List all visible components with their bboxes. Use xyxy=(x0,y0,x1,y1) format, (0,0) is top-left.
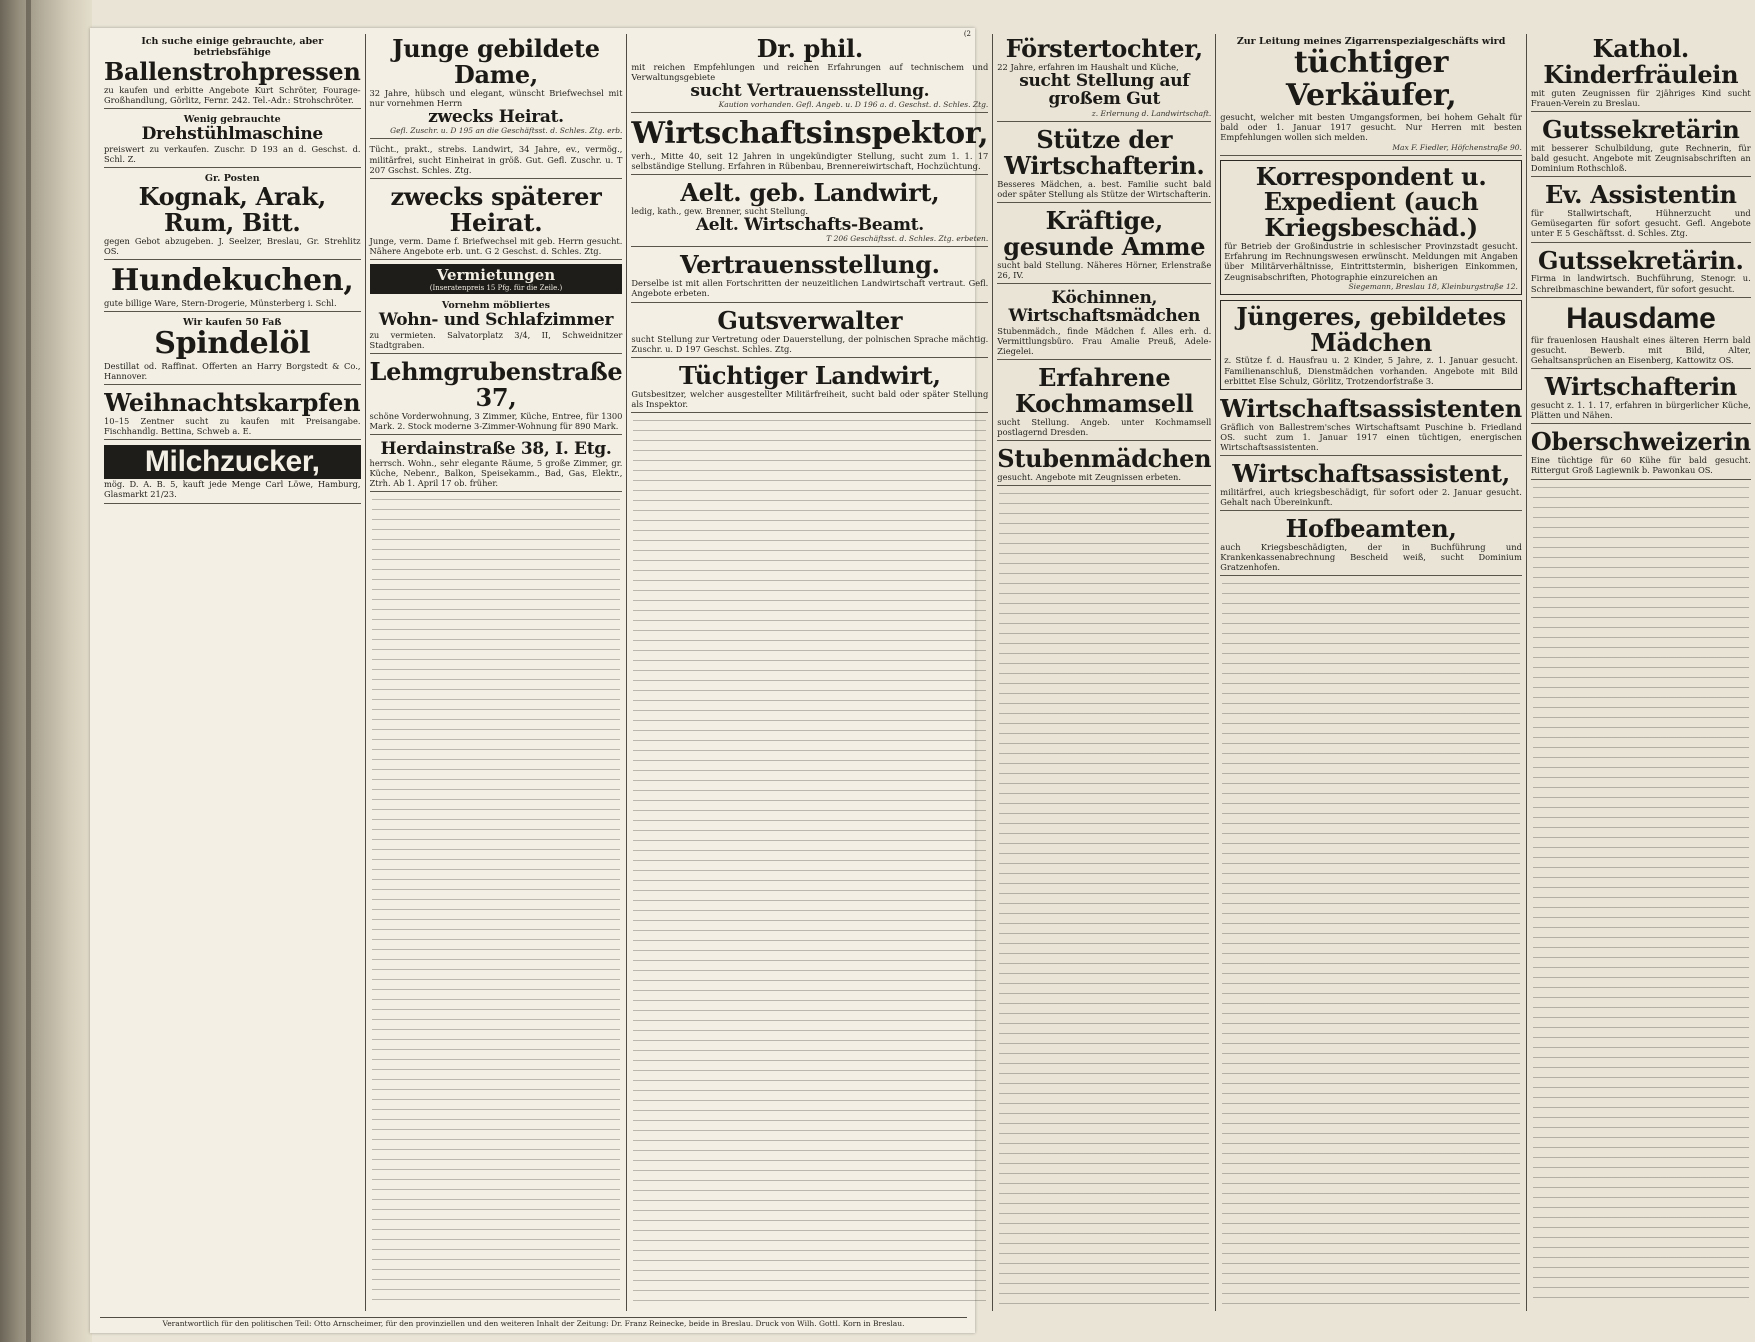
ad-headline: Stütze der Wirtschafterin. xyxy=(1004,124,1205,180)
classified-ad xyxy=(1531,180,1751,242)
dense-small-print xyxy=(372,499,621,1307)
ad-headline: Jüngeres, gebildetes Mädchen xyxy=(1236,301,1506,357)
section-title: Vermietungen xyxy=(436,265,556,284)
classified-ad xyxy=(1220,514,1522,576)
ad-headline: Tüchtiger Landwirt, xyxy=(679,360,941,390)
ad-body: militärfrei, auch kriegsbeschädigt, für sofort oder 2. Januar gesucht. Gehalt nach Übereinkunft. xyxy=(1220,486,1522,508)
ad-body: ledig, kath., gew. Brenner, sucht Stellung. xyxy=(631,206,809,216)
ad-body: Junge, verm. Dame f. Briefwechsel mit geb. Herrn gesucht. Nähere Angebote erb. unt. G 2 Geschst. d. Schles. Ztg. xyxy=(369,235,623,256)
dense-small-print xyxy=(633,420,986,1307)
ad-headline: Milchzucker, xyxy=(104,445,361,479)
ad-reference: Max F. Fiedler, Höfchenstraße 90. xyxy=(1392,142,1522,152)
ad-headline-secondary: sucht Vertrauensstellung. xyxy=(690,81,930,102)
ad-body: gute billige Ware, Stern-Drogerie, Münsterberg i. Schl. xyxy=(104,297,337,308)
ad-body: für Betrieb der Großindustrie in schlesischer Provinzstadt gesucht. Erfahrung im Rechnungswesen erwünscht. Meldungen mit Angaben über Militärverhältnisse, Eintrittstermin, bisherigen Einkommen, Zeugnisabschriften, Photographie einzureichen an xyxy=(1224,241,1518,282)
ad-headline: Förstertochter, xyxy=(1005,34,1203,63)
ad-intro: Gr. Posten xyxy=(204,172,260,184)
ad-body: schöne Vorderwohnung, 3 Zimmer, Küche, Entree, für 1300 Mark. 2. Stock moderne 3-Zimmer-Wohnung für 890 Mark. xyxy=(369,410,623,431)
ad-headline: Ev. Assistentin xyxy=(1544,180,1737,210)
ad-reference: Siegemann, Breslau 18, Kleinburgstraße 12. xyxy=(1348,281,1518,291)
ad-body: Stubenmädch., finde Mädchen f. Alles erh. d. Vermittlungsbüro. Frau Amalie Preuß, Adele-Ziegelei. xyxy=(997,325,1212,356)
ad-headline: Kognak, Arak, Rum, Bitt. xyxy=(138,182,326,238)
classified-ad xyxy=(997,287,1211,360)
classified-ad xyxy=(631,116,988,175)
ad-intro: Vornehm möbliertes xyxy=(441,299,551,311)
ad-body: z. Stütze f. d. Hausfrau u. 2 Kinder, 5 Jahre, z. 1. Januar gesucht. Familienanschluß, Dienstmädchen vorhanden. Angebote mit Bild erbittet Else Schulz, Görlitz, Trotzendorfstraße 3. xyxy=(1224,355,1518,386)
classified-ad xyxy=(1531,115,1751,177)
ad-body: zu vermieten. Salvatorplatz 3/4, II, Schweidnitzer Stadtgraben. xyxy=(369,329,623,350)
ad-headline: Hausdame xyxy=(1566,301,1716,335)
classified-ad xyxy=(997,444,1211,486)
ad-headline: Wirtschaftsinspektor, xyxy=(631,116,989,152)
ad-headline: Lehmgrubenstraße 37, xyxy=(369,356,623,412)
book-binding xyxy=(0,0,92,1342)
classified-ad xyxy=(631,34,988,113)
dense-small-print xyxy=(1222,583,1520,1307)
ad-body: Gräflich von Ballestrem'sches Wirtschaftsamt Puschine b. Friedland OS. sucht zum 1. Januar 1917 einen tüchtigen, energischen Wirtschaftsassistenten. xyxy=(1220,421,1522,452)
ad-reference: z. Erlernung d. Landwirtschaft. xyxy=(1091,108,1212,118)
ad-headline: Herdainstraße 38, I. Etg. xyxy=(380,438,612,459)
classified-ad xyxy=(370,298,623,354)
ad-reference: Kaution vorhanden. Gefl. Angeb. u. D 196 a. d. Geschst. d. Schles. Ztg. xyxy=(718,100,989,110)
ad-body: für Stallwirtschaft, Hühnerzucht und Gemüsegarten für sofort gesucht. Gefl. Angebote unter E 5 Geschäftsst. d. Schles. Ztg. xyxy=(1530,208,1751,239)
ad-body: 32 Jahre, hübsch und elegant, wünscht Briefwechsel mit nur vornehmen Herrn xyxy=(369,87,623,108)
ad-body: 10–15 Zentner sucht zu kaufen mit Preisangabe. Fischhandlg. Bettina, Schweb a. E. xyxy=(104,415,361,436)
ad-body: sucht Stellung. Angeb. unter Kochmamsell postlagernd Dresden. xyxy=(997,416,1212,437)
ad-body: 22 Jahre, erfahren im Haushalt und Küche, xyxy=(997,61,1179,72)
ad-headline: Wirtschaftsassistenten xyxy=(1220,393,1522,423)
classified-ad xyxy=(1531,34,1751,112)
ad-body: Destillat od. Raffinat. Offerten an Harry Borgstedt & Co., Hannover. xyxy=(104,360,361,381)
ad-body: herrsch. Wohn., sehr elegante Räume, 5 große Zimmer, gr. Küche, Nebenr., Balkon, Speisekamm., Bad, Gas, Elektr., Ztrh. Ab 1. April 17 ob. früher. xyxy=(369,458,623,489)
ad-headline: Köchinnen, Wirtschaftsmädchen xyxy=(1008,287,1201,327)
classified-ad xyxy=(370,438,623,493)
ad-headline: Drehstühlmaschine xyxy=(141,124,323,145)
classified-ad xyxy=(997,34,1211,122)
classified-ad xyxy=(1220,160,1522,295)
ad-headline: Gutssekretärin xyxy=(1542,115,1740,145)
ad-headline: Oberschweizerin xyxy=(1530,427,1751,457)
classified-ad xyxy=(997,125,1211,203)
ad-headline: Gutssekretärin. xyxy=(1538,245,1744,275)
classified-ad xyxy=(1531,246,1751,298)
ad-headline-secondary: Aelt. Wirtschafts-Beamt. xyxy=(695,215,924,236)
ad-headline-secondary: sucht Stellung auf großem Gut xyxy=(1019,71,1190,110)
classified-ad xyxy=(1220,300,1522,390)
ad-headline: Wohn- und Schlafzimmer xyxy=(378,310,614,331)
classified-ad xyxy=(631,250,988,302)
ad-column xyxy=(993,34,1216,1311)
ad-headline: tüchtiger Verkäufer, xyxy=(1285,45,1457,113)
ad-body: zu kaufen und erbitte Angebote Kurt Schröter, Fourage-Großhandlung, Görlitz, Fernr. 242. Tel.-Adr.: Strohschröter. xyxy=(104,84,361,105)
ad-body: mög. D. A. B. 5, kauft jede Menge Carl Löwe, Hamburg, Glasmarkt 21/23. xyxy=(104,479,361,500)
ad-headline: Gutsverwalter xyxy=(717,305,903,335)
ad-headline: Junge gebildete Dame, xyxy=(392,34,600,89)
ad-headline: Aelt. geb. Landwirt, xyxy=(680,178,940,208)
advertisement-columns xyxy=(100,34,1751,1311)
ad-body: verh., Mitte 40, seit 12 Jahren in ungekündigter Stellung, sucht zum 1. 1. 17 selbständige Stellung. Erfahren in Rübenbau, Brennereiwirtschaft, Hochzüchtung. xyxy=(631,150,989,171)
corner-number: (2 xyxy=(963,30,971,38)
classified-ad xyxy=(631,361,988,413)
classified-ad xyxy=(370,142,623,178)
ad-headline: zwecks späterer Heirat. xyxy=(390,181,602,237)
classified-ad xyxy=(997,206,1211,284)
classified-ad xyxy=(370,34,623,139)
section-header xyxy=(370,264,623,294)
imprint-footer: Verantwortlich für den politischen Teil: Otto Arnscheimer, für den provinziellen und den weiteren Inhalt der Zeitung: Dr. Franz Reinecke, beide in Breslau. Druck von Wilh. Gottl. Korn in Breslau. xyxy=(100,1317,967,1329)
classified-ad xyxy=(370,357,623,435)
classified-ad xyxy=(104,315,361,385)
ad-headline: Dr. phil. xyxy=(756,34,863,63)
ad-body: auch Kriegsbeschädigten, der in Buchführung und Krankenkassenabrechnung Bescheid weiß, sucht Dominium Gratzenhofen. xyxy=(1220,542,1522,573)
ad-headline: Ballenstrohpressen xyxy=(104,56,361,86)
ad-headline: Hundekuchen, xyxy=(111,263,354,299)
ad-intro: Wenig gebrauchte xyxy=(183,113,281,125)
classified-ad xyxy=(370,182,623,260)
ad-headline: Kathol. Kinderfräulein xyxy=(1543,34,1739,89)
ad-body: gegen Gebot abzugeben. J. Seelzer, Breslau, Gr. Strehlitz OS. xyxy=(104,236,361,257)
classified-ad xyxy=(631,306,988,358)
ad-headline: Spindelöl xyxy=(154,326,311,362)
ad-body: Besseres Mädchen, a. best. Familie sucht bald oder später Stellung als Stütze der Wirtschafterin. xyxy=(997,178,1212,199)
ad-column xyxy=(627,34,993,1311)
ad-intro: Ich suche einige gebrauchte, aber betriebsfähige xyxy=(141,36,324,59)
ad-headline: Wirtschafterin xyxy=(1544,372,1737,402)
ad-headline: Stubenmädchen xyxy=(997,443,1212,473)
ad-column xyxy=(366,34,628,1311)
ad-body: für frauenlosen Haushalt eines älteren Herrn bald gesucht. Bewerb. mit Bild, Alter, Gehaltsansprüchen an Eisenberg, Kattowitz OS. xyxy=(1530,335,1751,366)
ad-reference: T 206 Geschäftsst. d. Schles. Ztg. erbeten. xyxy=(826,234,989,244)
ad-headline: Hofbeamten, xyxy=(1285,514,1457,544)
ad-column xyxy=(1527,34,1755,1311)
classified-ad xyxy=(997,363,1211,441)
section-price-note: (Inseratenpreis 15 Pfg. für die Zeile.) xyxy=(429,283,563,292)
ad-body: gesucht. Angebote mit Zeugnissen erbeten. xyxy=(997,471,1181,482)
ad-body: preiswert zu verkaufen. Zuschr. D 193 an d. Geschst. d. Schl. Z. xyxy=(104,143,361,164)
classified-ad xyxy=(104,263,361,312)
ad-headline: Vertrauensstellung. xyxy=(679,250,940,280)
newspaper-sheet xyxy=(90,28,1751,1333)
classified-ad xyxy=(1531,372,1751,424)
ad-headline: Erfahrene Kochmamsell xyxy=(1015,362,1194,418)
ad-headline: Kräftige, gesunde Amme xyxy=(1003,205,1206,261)
ad-body: mit reichen Empfehlungen und reichen Erfahrungen auf technischem und Verwaltungsgebiete xyxy=(631,61,989,83)
ad-body: Tücht., prakt., strebs. Landwirt, 34 Jahre, ev., vermög., militärfrei, sucht Einheirat in größ. Gut. Gefl. Zuschr. u. T 207 Gschst. Schles. Ztg. xyxy=(369,144,623,175)
ad-intro: Zur Leitung meines Zigarrenspezialgeschäfts wird xyxy=(1236,36,1506,47)
ad-body: gesucht, welcher mit besten Umgangsformen, bei hohem Gehalt für bald oder 1. Januar 1917 gesucht. Nur Herren mit besten Empfehlungen wollen sich melden. xyxy=(1220,112,1522,143)
ad-column xyxy=(1216,34,1527,1311)
classified-ad xyxy=(104,34,361,109)
ad-headline: Korrespondent u. Expedient (auch Kriegsbeschäd.) xyxy=(1255,161,1487,243)
dense-small-print xyxy=(999,493,1209,1307)
ad-body: Firma in landwirtsch. Buchführung, Stenogr. u. Schreibmaschine bewandert, für sofort gesucht. xyxy=(1530,273,1751,294)
ad-body: gesucht z. 1. 1. 17, erfahren in bürgerlicher Küche, Plätten und Nähen. xyxy=(1530,400,1751,421)
ad-intro: Wir kaufen 50 Faß xyxy=(182,316,282,328)
ad-body: sucht Stellung zur Vertretung oder Dauerstellung, der polnischen Sprache mächtig. Zuschr. u. D 197 Geschst. Schles. Ztg. xyxy=(631,333,989,354)
classified-ad xyxy=(104,443,361,504)
classified-ad xyxy=(104,171,361,260)
classified-ad xyxy=(104,112,361,168)
classified-ad xyxy=(1220,459,1522,511)
ad-body: sucht bald Stellung. Näheres Hörner, Erlenstraße 26, IV. xyxy=(997,259,1212,280)
ad-headline: Wirtschaftsassistent, xyxy=(1232,459,1510,489)
classified-ad xyxy=(1531,301,1751,370)
ad-headline: Weihnachtskarpfen xyxy=(104,387,361,417)
classified-ad xyxy=(1531,427,1751,479)
ad-column xyxy=(100,34,366,1311)
ad-body: mit besserer Schulbildung, gute Rechnerin, für bald gesucht. Angebote mit Zeugnisabschriften an Dominium Rothschloß. xyxy=(1530,142,1751,174)
ad-body: Derselbe ist mit allen Fortschritten der neuzeitlichen Landwirtschaft vertraut. Gefl. Angebote erbeten. xyxy=(631,278,989,299)
classified-ad xyxy=(1220,34,1522,156)
classified-ad xyxy=(631,178,988,247)
classified-ad xyxy=(1220,394,1522,456)
ad-headline-secondary: zwecks Heirat. xyxy=(428,107,564,128)
classified-ad xyxy=(104,388,361,440)
ad-reference: Gefl. Zuschr. u. D 195 an die Geschäftsst. d. Schles. Ztg. erb. xyxy=(390,126,623,136)
ad-body: Gutsbesitzer, welcher ausgestellter Militärfreiheit, sucht bald oder später Stellung als Inspektor. xyxy=(631,388,989,409)
ad-body: mit guten Zeugnissen für 2jähriges Kind sucht Frauen-Verein zu Breslau. xyxy=(1530,87,1751,108)
ad-body: Eine tüchtige für 60 Kühe für bald gesucht. Rittergut Groß Lagiewnik b. Pawonkau OS. xyxy=(1530,455,1751,476)
dense-small-print xyxy=(1533,487,1749,1307)
